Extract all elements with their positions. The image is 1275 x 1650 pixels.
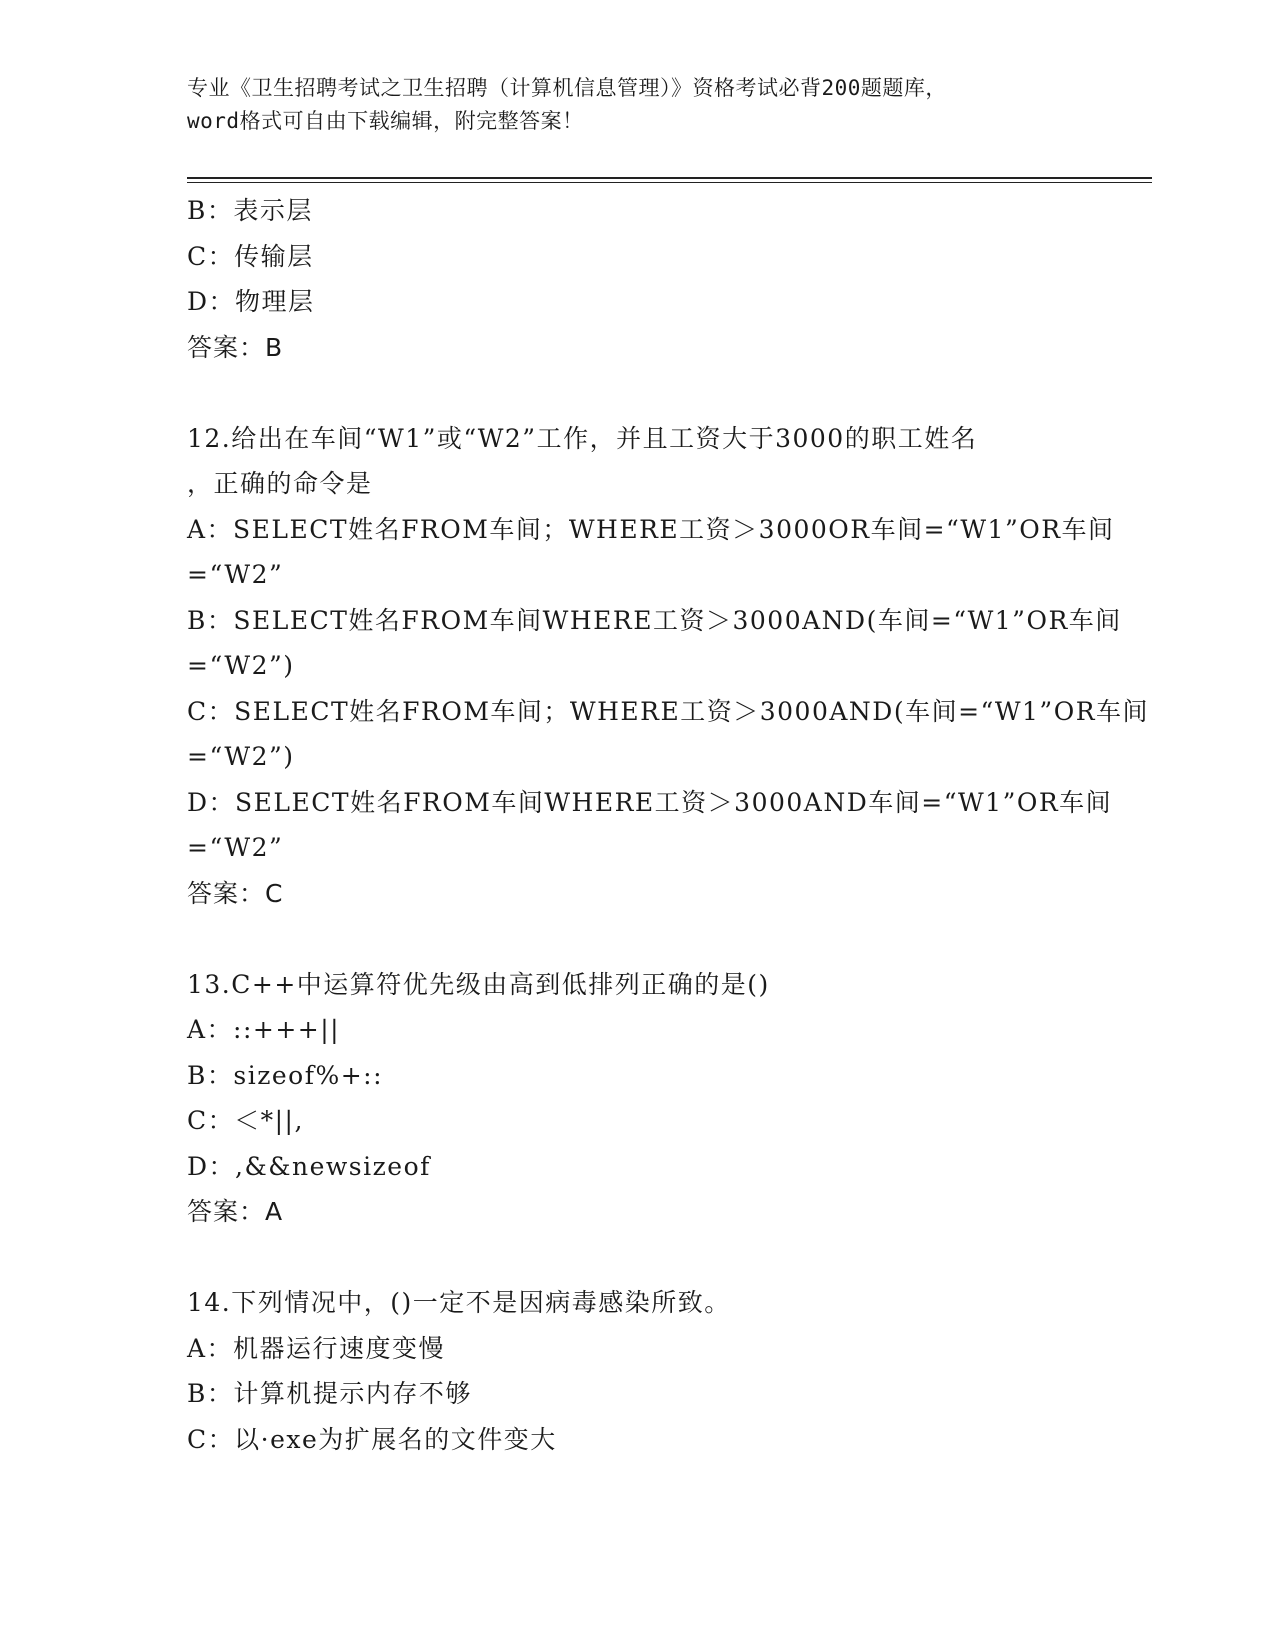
q13-option-a: A：::+++||: [187, 1015, 341, 1044]
spacer: [187, 370, 1087, 416]
header-divider-thin: [187, 182, 1152, 183]
q13-option-c: C：＜*||,: [187, 1106, 304, 1135]
q12-option-d-line-2: =“W2”: [187, 833, 284, 862]
header-title-line-2: word格式可自由下载编辑，附完整答案！: [187, 109, 584, 133]
q12-option-a-line-1: A：SELECT姓名FROM车间；WHERE工资＞3000OR车间=“W1”OR车间: [187, 514, 1115, 544]
spacer: [187, 1235, 1087, 1281]
q13-stem: 13.C++中运算符优先级由高到低排列正确的是(): [187, 969, 770, 999]
q11-answer: 答案：B: [187, 332, 284, 362]
spacer: [187, 916, 1087, 962]
q14-option-c: C：以·exe为扩展名的文件变大: [187, 1424, 557, 1454]
q12-stem-line-1: 12.给出在车间“W1”或“W2”工作，并且工资大于3000的职工姓名: [187, 423, 978, 453]
q13-option-d: D：,&&newsizeof: [187, 1151, 431, 1181]
header-title-line-1: 专业《卫生招聘考试之卫生招聘（计算机信息管理）》资格考试必背200题题库，: [187, 76, 947, 100]
q12-option-c-line-2: =“W2”): [187, 742, 295, 771]
q12-stem-line-2: ，正确的命令是: [187, 469, 373, 498]
header-divider-thick: [187, 177, 1152, 179]
document-header: [187, 72, 1087, 138]
q11-option-b: B：表示层: [187, 196, 313, 225]
q12-answer: 答案：C: [187, 878, 284, 908]
q13-answer: 答案：A: [187, 1197, 284, 1226]
q12-option-d-line-1: D：SELECT姓名FROM车间WHERE工资＞3000AND车间=“W1”OR车间: [187, 787, 1113, 817]
q14-stem: 14.下列情况中，()一定不是因病毒感染所致。: [187, 1288, 731, 1317]
q12-option-c-line-1: C：SELECT姓名FROM车间；WHERE工资＞3000AND(车间=“W1”OR车间: [187, 696, 1150, 726]
question-content: [187, 188, 1150, 1462]
q12-option-b-line-1: B：SELECT姓名FROM车间WHERE工资＞3000AND(车间=“W1”OR车间: [187, 605, 1122, 635]
q12-option-b-line-2: =“W2”): [187, 651, 295, 680]
q14-option-a: A：机器运行速度变慢: [187, 1333, 446, 1363]
q13-option-b: B：sizeof%+::: [187, 1060, 384, 1090]
q12-option-a-line-2: =“W2”: [187, 560, 284, 589]
q14-option-b: B：计算机提示内存不够: [187, 1379, 472, 1408]
q11-option-d: D：物理层: [187, 287, 315, 316]
q11-option-c: C：传输层: [187, 241, 314, 271]
